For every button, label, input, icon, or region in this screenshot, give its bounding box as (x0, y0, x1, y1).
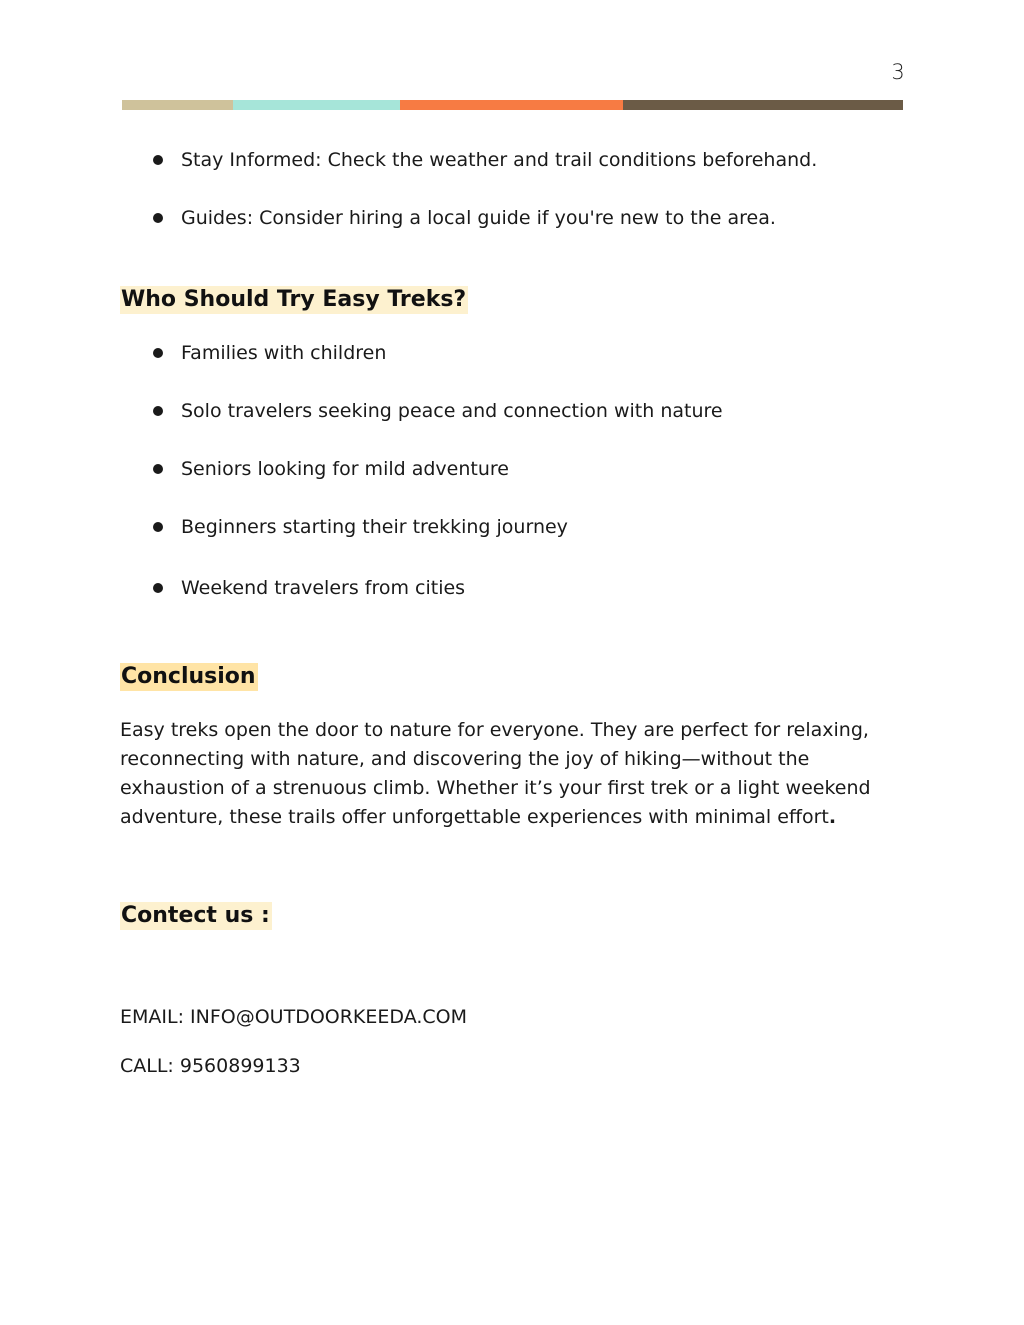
conclusion-paragraph (120, 716, 880, 832)
list-item-text: Seniors looking for mild adventure (181, 458, 509, 480)
bullet-icon (153, 155, 163, 165)
list-item-text: Beginners starting their trekking journey (181, 516, 568, 538)
contact-email: EMAIL: INFO@OUTDOORKEEDA.COM (120, 1006, 468, 1028)
page-number: 3 (891, 60, 905, 84)
section-heading-contact: Contect us : (121, 903, 270, 928)
contact-phone: CALL: 9560899133 (120, 1055, 301, 1077)
conclusion-text-end: . (828, 806, 837, 828)
bullet-icon (153, 348, 163, 358)
color-bar-segment-aqua (233, 100, 400, 110)
section-heading-who-should-try: Who Should Try Easy Treks? (121, 287, 467, 312)
color-bar-segment-brown (623, 100, 903, 110)
list-item-text: Families with children (181, 342, 387, 364)
bullet-icon (153, 583, 163, 593)
list-item-text: Stay Informed: Check the weather and trail conditions beforehand. (181, 149, 818, 171)
bullet-icon (153, 464, 163, 474)
color-bar-segment-orange (400, 100, 623, 110)
color-bar-segment-tan (122, 100, 233, 110)
bullet-icon (153, 213, 163, 223)
bullet-icon (153, 406, 163, 416)
list-item-text: Solo travelers seeking peace and connection with nature (181, 400, 723, 422)
header-color-bar (122, 100, 903, 110)
conclusion-text: Easy treks open the door to nature for everyone. They are perfect for relaxing, reconnecting with nature, and discovering the joy of hiking—without the exhaustion of a strenuous climb. Whether it’s your first trek or a light weekend adventure, these trails offer unforgettable experiences with minimal effort (120, 719, 871, 828)
bullet-icon (153, 522, 163, 532)
list-item-text: Guides: Consider hiring a local guide if you're new to the area. (181, 207, 776, 229)
list-item-text: Weekend travelers from cities (181, 577, 466, 599)
section-heading-conclusion: Conclusion (121, 664, 256, 689)
